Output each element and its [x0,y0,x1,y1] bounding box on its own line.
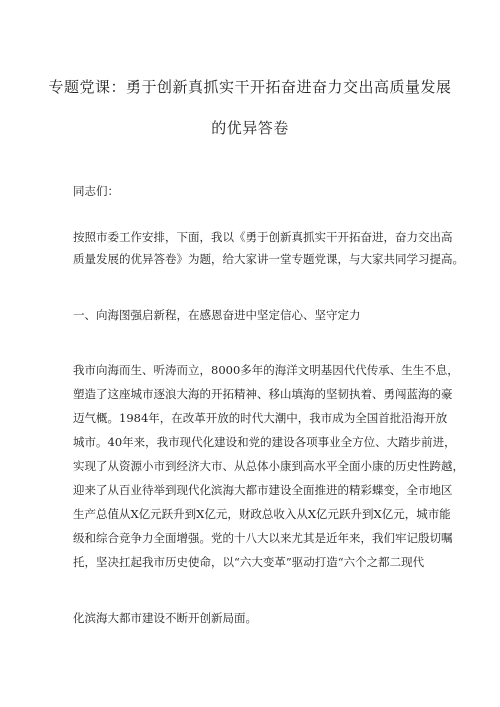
intro-paragraph [73,226,464,270]
body-line: 生产总值从X亿元跃升到X亿元，财政总收入从X亿元跃升到X亿元，城市能 [73,507,451,521]
body-line: 迈气概。1984年，在改革开放的时代大潮中，我市成为全国首批沿海开放 [73,411,448,425]
body-line: 实现了从资源小市到经济大市、从总体小康到高水平全面小康的历史性跨越， [73,459,464,473]
body-paragraph [73,358,464,574]
body-line: 级和综合竞争力全面增强。党的十八大以来尤其是近年来，我们牢记殷切嘱 [73,531,453,545]
document-title-line-1: 专题党课：勇于创新真抓实干开拓奋进奋力交出高质量发展 [48,78,452,96]
section-heading: 一、向海图强启新程，在感恩奋进中坚定信心、坚守定力 [73,308,361,322]
document-title-line-2: 的优异答卷 [211,119,289,137]
intro-line: 按照市委工作安排，下面，我以《勇于创新真抓实干开拓奋进，奋力交出高 [73,230,453,244]
body-last-line: 化滨海大都市建设不断开创新局面。 [73,611,257,625]
body-line: 托，坚决扛起我市历史使命，以“六大变革”驱动打造“六个之都二现代 [73,555,425,569]
body-line: 迎来了从百业待举到现代化滨海大都市建设全面推进的精彩蝶变，全市地区 [73,483,453,497]
body-line: 塑造了这座城市逐浪大海的开拓精神、移山填海的坚韧执着、勇闯蓝海的豪 [73,387,453,401]
intro-line: 质量发展的优异答卷》为题，给大家讲一堂专题党课，与大家共同学习提高。 [73,252,464,266]
body-line: 我市向海而生、听涛而立，8000多年的海洋文明基因代代传承、生生不息， [73,363,459,377]
body-line: 城市。40年来，我市现代化建设和党的建设各项事业全方位、大踏步前进， [73,435,456,449]
greeting: 同志们： [73,184,119,198]
